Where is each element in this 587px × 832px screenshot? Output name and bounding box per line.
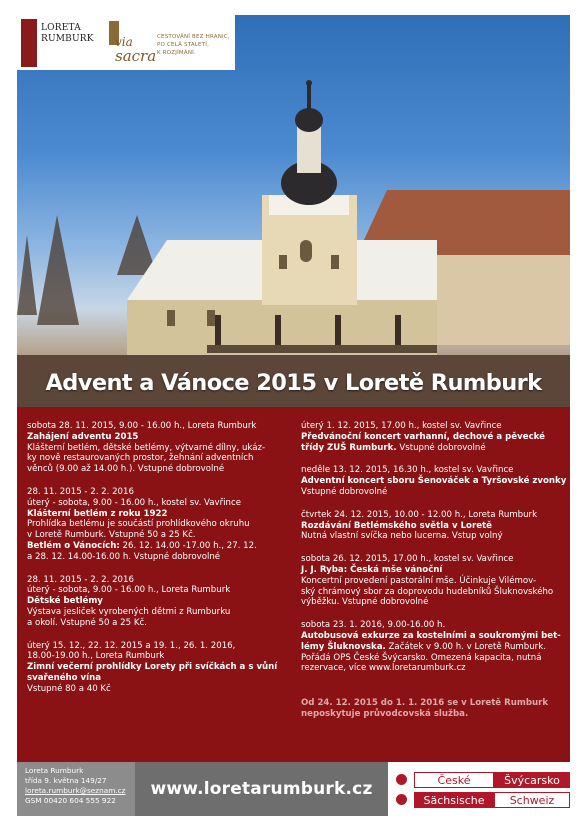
contact-name: Loreta Rumburk (25, 766, 84, 775)
page-title: Advent a Vánoce 2015 v Loretě Rumburk (45, 370, 542, 396)
event-line: Zimní večerní prohlídky Lorety při svíčkách a s vůní (27, 662, 278, 673)
event-line: Předvánoční koncert varhanní, dechové a pěvecké (301, 431, 545, 442)
via-sacra-logo (109, 21, 233, 67)
ceske-svycarsko-logo (388, 762, 570, 816)
contact-block (17, 762, 135, 816)
event-line-rest: 26. 12. 14.00 -17.00 h., 27. 12. (119, 540, 257, 551)
contact-address: třída 9. května 149/27 (25, 776, 107, 785)
logo-panel (17, 15, 235, 70)
event-line-rest: Začátek v 9.00 h. v Loretě Rumburk. (385, 641, 546, 652)
program-event (301, 620, 563, 674)
program-event (301, 554, 563, 608)
event-line (301, 642, 563, 653)
event-line: Nutná vlastní svíčka nebo lucerna. Vstup volný (301, 531, 503, 542)
guide-service-note (301, 698, 563, 720)
event-line: 18.00-19.00 h., Loreta Rumburk (27, 651, 165, 662)
contact-email[interactable]: loreta.rumburk@seznam.cz (25, 786, 126, 795)
event-line-bold: třídy ZUŠ Rumburk. (301, 442, 397, 453)
event-line: Pořádá OPS České Švýcarsko. Omezená kapacita, nutná (301, 652, 542, 663)
event-line: čtvrtek 24. 12. 2015, 10.00 - 12.00 h., Loreta Rumburk (301, 509, 538, 520)
loreta-logo-text: LORETA RUMBURK (41, 23, 94, 44)
event-line: Klášterní betlém z roku 1922 (27, 508, 168, 519)
event-line: J. J. Ryba: Česká mše vánoční (301, 564, 443, 575)
logo-dot-icon (396, 774, 407, 785)
event-line: sobota 26. 12. 2015, 17.00 h., kostel sv. Vavřince (301, 554, 514, 565)
program-column-right (301, 421, 567, 720)
footer (17, 762, 570, 816)
event-line: ský chrámový sbor za doprovodu hudebníků Šluknovského (301, 586, 554, 597)
program-event (301, 510, 563, 542)
logo-text-svycarsko: Švýcarsko (494, 772, 570, 788)
event-line: ky nově restaurovaných prostor, žehnání adventních (27, 453, 254, 464)
event-line: a okolí. Vstupné 50 a 25 Kč. (27, 617, 147, 628)
via-sacra-logo-text: via sacra (115, 35, 157, 65)
event-line: Rozdávání Betlémského světla v Loretě (301, 520, 492, 531)
program-panel (17, 407, 570, 762)
program-event (27, 641, 289, 695)
note-line: Od 24. 12. 2015 do 1. 1. 2016 se v Loretě Rumburk (301, 698, 549, 709)
event-line: v Loretě Rumburk. Vstupné 50 a 25 Kč. (27, 530, 196, 541)
event-line: 28. 11. 2015 - 2. 2. 2016 (27, 574, 134, 585)
event-line: Autobusová exkurze za kostelními a soukromými bet- (301, 630, 561, 641)
event-line: svařeného vína (27, 672, 102, 683)
event-line: Klášterní betlém, dětské betlémy, výtvarné dílny, ukáz- (27, 442, 266, 453)
event-line: Vstupné 80 a 40 Kč (27, 683, 111, 694)
program-column-left (27, 421, 289, 707)
event-line: a 28. 12. 14.00-16.00 h. Vstupné dobrovolné (27, 551, 221, 562)
website-link[interactable]: www.loretarumburk.cz (135, 762, 388, 816)
logo-dot-icon (396, 794, 407, 805)
event-line: rezervace, více www.loretarumburk.cz (301, 663, 466, 674)
event-line: sobota 23. 1. 2016, 9.00-16.00 h. (301, 620, 446, 631)
event-line: sobota 28. 11. 2015, 9.00 - 16.00 h., Loreta Rumburk (27, 421, 257, 431)
logo-text-sachsische: Sächsische (414, 792, 494, 808)
logo-text-ceske: České (414, 772, 494, 788)
via-sacra-tagline: CESTOVÁNÍ BEZ HRANIC, PO CELÁ STALETÍ, K ROZJÍMÁNÍ. (157, 34, 230, 56)
program-event (27, 421, 289, 475)
event-line-bold: Betlém o Vánocích: (27, 540, 120, 551)
event-line-bold: lémy Šluknovska. (301, 641, 386, 652)
program-event (301, 421, 563, 453)
church-photo (17, 15, 570, 407)
event-line: Vstupné dobrovolné (301, 486, 388, 497)
event-line: úterý - sobota, 9.00 - 16.00 h., kostel sv. Vavřince (27, 497, 241, 508)
event-line-rest: Vstupné dobrovolné (396, 442, 486, 453)
event-line: výběžku. Vstupné dobrovolné (301, 597, 429, 608)
event-line: věnců (9.00 až 14.00 h.). Vstupné dobrovolné (27, 464, 225, 475)
program-event (301, 465, 567, 497)
event-line: Výstava jesliček vyrobených dětmi z Rumburku (27, 606, 231, 617)
event-line: úterý - sobota, 9.00 - 16.00 h., Loreta Rumburk (27, 585, 231, 596)
event-line: Zahájení adventu 2015 (27, 431, 139, 442)
event-line (27, 541, 289, 552)
event-line: Dětské betlémy (27, 596, 103, 607)
event-line: Adventní koncert sboru Šenováček a Tyršovské zvonky (301, 476, 567, 487)
contact-phone: GSM 00420 604 555 922 (25, 796, 116, 805)
event-line: 28. 11. 2015 - 2. 2. 2016 (27, 486, 134, 497)
event-line: úterý 15. 12., 22. 12. 2015 a 19. 1., 26. 1. 2016, (27, 640, 236, 651)
loreta-logo-icon (21, 19, 37, 67)
note-line: neposkytuje průvodcovská služba. (301, 708, 469, 719)
program-event (27, 487, 289, 563)
event-line (301, 443, 563, 454)
logo-text-schweiz: Schweiz (494, 792, 570, 808)
event-line: úterý 1. 12. 2015, 17.00 h., kostel sv. Vavřince (301, 421, 502, 431)
event-line: Koncertní provedení pastorální mše. Účinkuje Vilémov- (301, 575, 537, 586)
event-line: Prohlídka betlému je součástí prohlídkového okruhu (27, 519, 250, 530)
event-line: neděle 13. 12. 2015, 16.30 h., kostel sv. Vavřince (301, 465, 514, 476)
program-event (27, 575, 289, 629)
loreta-logo (21, 19, 101, 67)
